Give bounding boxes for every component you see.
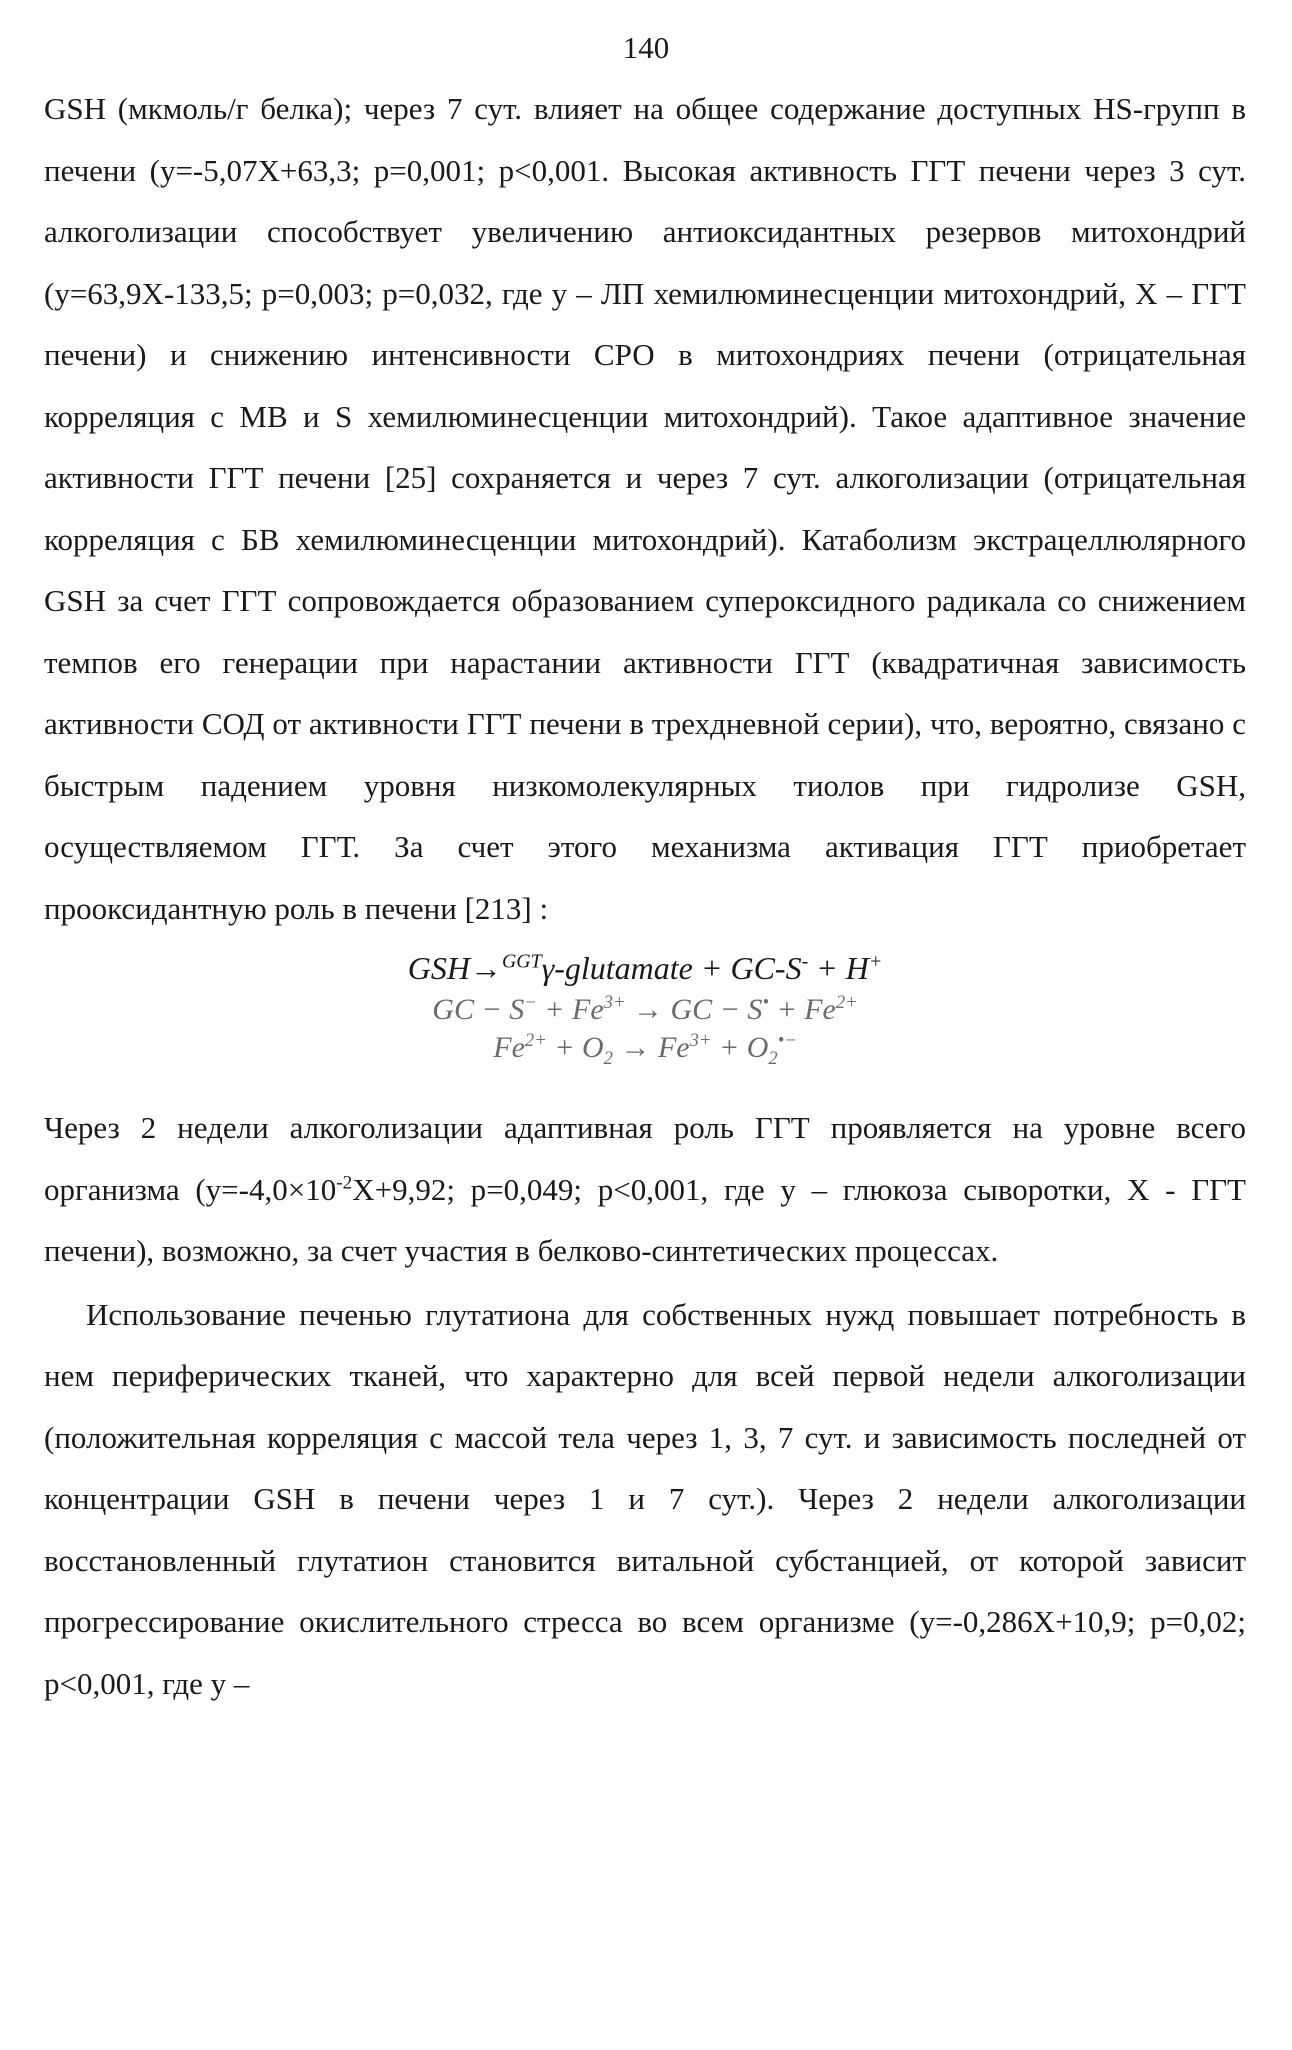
paragraph-3: Использование печенью глутатиона для собственных нужд повышает потребность в нем периферических тканей, что характерно для всей первой недели алкоголизации (положительная корреляция с массой тела через 1, 3, 7 сут. и зависимость последней от концентрации GSH в печени через 1 и 7 сут.). Через 2 недели алкоголизации восстановленный глутатион становится витальной субстанцией, от которой зависит прогрессирование окислительного стресса во всем организме (y=-0,286X+10,9; p=0,02; p<0,001, где y –	[44, 1296, 1246, 1701]
page-number: 140	[622, 30, 670, 65]
reaction-equations	[44, 945, 1246, 1067]
equation-superoxide-formation: $Fe^{2+} + O_2 \to Fe^{3+} + O_2^{•-}$	[493, 1030, 797, 1069]
equation-thiyl-radical: GC − $S^- + Fe^{3+}$ → GC − $S^• + Fe^{2+}$	[432, 992, 858, 1026]
page-body	[44, 78, 1246, 1714]
equation-ggt-hydrolysis: GSH→$^{GGT}$γ-glutamate + GC-S- + H+	[407, 950, 883, 986]
exponent: -2	[336, 1172, 353, 1194]
paragraph-2: Через 2 недели алкоголизации адаптивная роль ГГТ проявляется на уровне всего организма ($y=-4,0\times 10^{-2}X+9,92$; p=0,049; p<0,001, где y – глюкоза сыворотки, X - ГГТ печени), возможно, за счет участия в белково-синтетических процессах.	[44, 1110, 1246, 1268]
paragraph-1: GSH (мкмоль/г белка); через 7 сут. влияет на общее содержание доступных HS-групп в печени (y=-5,07X+63,3; p=0,001; p<0,001. Высокая активность ГГТ печени через 3 сут. алкоголизации способствует увеличению антиоксидантных резервов митохондрий (y=63,9X-133,5; p=0,003; p=0,032, где y – ЛП хемилюминесценции митохондрий, X – ГГТ печени) и снижению интенсивности СРО в митохондриях печени (отрицательная корреляция с МВ и S хемилюминесценции митохондрий). Такое адаптивное значение активности ГГТ печени [25] сохраняется и через 7 сут. алкоголизации (отрицательная корреляция с БВ хемилюминесценции митохондрий). Катаболизм экстрацеллюлярного GSH за счет ГГТ сопровождается образованием супероксидного радикала со снижением темпов его генерации при нарастании активности ГГТ (квадратичная зависимость активности СОД от активности ГГТ печени в трехдневной серии), что, вероятно, связано с быстрым падением уровня низкомолекулярных тиолов при гидролизе GSH, осуществляемом ГГТ. За счет этого механизма активация ГГТ приобретает прооксидантную роль в печени [213] :	[44, 91, 1246, 926]
